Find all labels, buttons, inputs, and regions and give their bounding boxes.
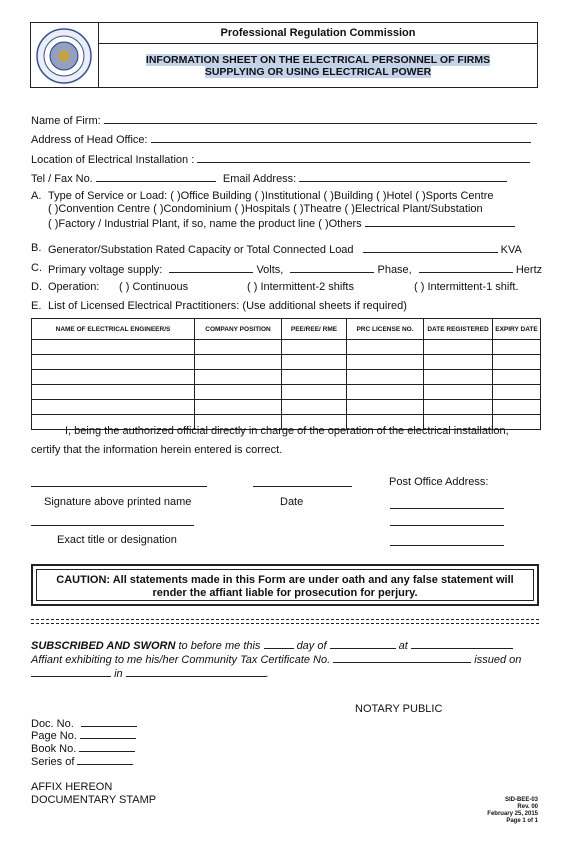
table-header-row — [32, 319, 541, 340]
contact-row — [31, 170, 507, 186]
item-c-label: Primary voltage supply: — [48, 264, 163, 276]
item-a-row3 — [48, 215, 515, 231]
form-header — [30, 22, 538, 88]
table-cell[interactable] — [282, 340, 347, 355]
product-line-field[interactable] — [365, 215, 515, 227]
certification-line2: certify that the information herein entered is correct. — [31, 444, 283, 456]
col-prc-license: PRC LICENSE NO. — [347, 319, 424, 340]
head-office-field[interactable] — [151, 131, 531, 143]
logo-cell — [31, 23, 99, 87]
item-a-line2: ( )Convention Centre ( )Condominium ( )Hospitals ( )Theatre ( )Electrical Plant/Substation — [48, 203, 483, 215]
month-field[interactable] — [330, 637, 396, 649]
table-cell[interactable] — [493, 385, 541, 400]
page-no-label: Page No. — [31, 730, 77, 742]
caution-line2: render the affiant liable for prosecution for perjury. — [152, 587, 418, 599]
form-title-line2: SUPPLYING OR USING ELECTRICAL POWER — [204, 66, 432, 78]
at-label: at — [398, 640, 408, 652]
series-field[interactable] — [77, 753, 133, 765]
head-office-row — [31, 131, 531, 147]
title-line[interactable] — [31, 525, 194, 526]
hertz-label: Hertz — [515, 264, 543, 276]
item-d-letter: D. — [31, 281, 42, 293]
jurat-line3: in . — [31, 665, 269, 680]
affiant-label: Affiant exhibiting to me his/her Community Tax Certificate No. — [31, 654, 331, 666]
day-of-label: day of — [296, 640, 327, 652]
jurat-line1 — [31, 637, 513, 652]
series-row — [31, 753, 133, 769]
place-field[interactable] — [411, 637, 513, 649]
series-label: Series of — [31, 756, 75, 768]
table-cell[interactable] — [347, 340, 424, 355]
caution-box — [31, 564, 539, 606]
caution-line1: CAUTION: All statements made in this Form are under oath and any false statement will — [56, 574, 514, 586]
book-no-field[interactable] — [79, 740, 135, 752]
table-cell[interactable] — [347, 355, 424, 370]
form-title-line1: INFORMATION SHEET ON THE ELECTRICAL PERSONNEL OF FIRMS — [145, 54, 491, 66]
col-date-registered: DATE REGISTERED — [424, 319, 493, 340]
table-cell[interactable] — [347, 370, 424, 385]
table-row — [32, 340, 541, 355]
item-a-line1: Type of Service or Load: ( )Office Building ( )Institutional ( )Building ( )Hotel ( )Sports Centre — [48, 190, 494, 202]
form-title — [99, 43, 537, 87]
col-expiry-date: EXPIRY DATE — [493, 319, 541, 340]
table-row — [32, 355, 541, 370]
firm-name-label: Name of Firm: — [31, 115, 101, 127]
agency-name: Professional Regulation Commission — [99, 23, 537, 44]
table-cell[interactable] — [195, 355, 282, 370]
table-cell[interactable] — [282, 400, 347, 415]
installation-location-row — [31, 151, 530, 167]
installation-location-label: Location of Electrical Installation : — [31, 154, 195, 166]
form-rev: Rev. 00 — [517, 804, 538, 810]
table-cell[interactable] — [282, 355, 347, 370]
table-cell[interactable] — [282, 385, 347, 400]
tel-fax-label: Tel / Fax No. — [31, 173, 93, 185]
signature-line[interactable] — [31, 486, 207, 487]
date-line[interactable] — [253, 486, 352, 487]
table-cell[interactable] — [32, 340, 195, 355]
item-c-row — [48, 261, 542, 277]
post-office-label: Post Office Address: — [389, 476, 489, 488]
table-row — [32, 400, 541, 415]
practitioner-table — [31, 318, 541, 430]
affix-line2: DOCUMENTARY STAMP — [31, 794, 157, 806]
table-cell[interactable] — [493, 355, 541, 370]
form-footer — [438, 797, 538, 825]
form-code: SID-BEE-03 — [504, 797, 538, 803]
phase-field[interactable] — [290, 261, 374, 273]
table-row — [32, 385, 541, 400]
form-page: Page 1 of 1 — [506, 818, 538, 824]
subscribed-label: SUBSCRIBED AND SWORN — [31, 640, 176, 652]
tel-fax-field[interactable] — [96, 170, 216, 182]
operation-continuous[interactable]: ( ) Continuous — [119, 281, 189, 293]
date-label: Date — [280, 496, 304, 508]
table-cell[interactable] — [282, 370, 347, 385]
table-cell[interactable] — [424, 385, 493, 400]
table-cell[interactable] — [424, 340, 493, 355]
item-b-label: Generator/Substation Rated Capacity or Total Connected Load — [48, 244, 354, 256]
table-cell[interactable] — [493, 370, 541, 385]
post-office-line1[interactable] — [390, 508, 504, 509]
ctc-number-field[interactable] — [333, 651, 471, 663]
issued-date-field[interactable] — [31, 665, 111, 677]
phase-label: Phase, — [377, 264, 412, 276]
certification-line1: I, being the authorized official directly in charge of the operation of the electrical installation, — [65, 425, 509, 437]
table-cell[interactable] — [424, 400, 493, 415]
separator-top — [31, 619, 539, 620]
table-cell[interactable] — [32, 400, 195, 415]
jurat-line2 — [31, 651, 521, 666]
table-cell[interactable] — [424, 355, 493, 370]
in-label: in — [114, 668, 123, 680]
firm-name-row — [31, 112, 537, 128]
item-a-line3: ( )Factory / Industrial Plant, if so, name the product line ( )Others — [48, 218, 362, 230]
item-e-letter: E. — [31, 300, 42, 312]
volts-field[interactable] — [169, 261, 253, 273]
item-b-row — [48, 241, 522, 257]
page-no-field[interactable] — [80, 727, 136, 739]
form-date: February 25, 2015 — [487, 811, 538, 817]
item-b-letter: B. — [31, 242, 42, 254]
kva-unit: KVA — [500, 244, 522, 256]
prc-seal-icon — [34, 26, 94, 86]
table-cell[interactable] — [493, 340, 541, 355]
firm-name-field[interactable] — [104, 112, 537, 124]
hertz-field[interactable] — [419, 261, 513, 273]
table-cell[interactable] — [32, 355, 195, 370]
item-c-letter: C. — [31, 262, 42, 274]
col-engineer-name: NAME OF ELECTRICAL ENGINEER/S — [32, 319, 195, 340]
operation-2-shifts[interactable]: ( ) Intermittent-2 shifts — [247, 281, 354, 293]
item-a-letter: A. — [31, 190, 42, 202]
item-e-label: List of Licensed Electrical Practitioners: (Use additional sheets if required) — [48, 300, 407, 312]
col-pee-ree-rme: PEE/REE/ RME — [282, 319, 347, 340]
title-label: Exact title or designation — [57, 534, 177, 546]
to-before-label: to before me this — [178, 640, 261, 652]
book-no-label: Book No. — [31, 743, 77, 755]
affix-line1: AFFIX HEREON — [31, 781, 113, 793]
kva-field[interactable] — [363, 241, 498, 253]
table-cell[interactable] — [347, 400, 424, 415]
table-cell[interactable] — [195, 400, 282, 415]
table-cell[interactable] — [493, 400, 541, 415]
issued-on-label: issued on — [474, 654, 522, 666]
caution-inner — [36, 569, 534, 601]
table-cell[interactable] — [195, 370, 282, 385]
installation-location-field[interactable] — [197, 151, 530, 163]
email-label: Email Address: — [222, 173, 297, 185]
table-cell[interactable] — [195, 385, 282, 400]
doc-no-label: Doc. No. — [31, 718, 74, 730]
post-office-line3[interactable] — [390, 545, 504, 546]
volts-label: Volts, — [256, 264, 284, 276]
day-field[interactable] — [264, 637, 294, 649]
issued-place-field[interactable] — [126, 665, 266, 677]
signature-label: Signature above printed name — [44, 496, 192, 508]
email-field[interactable] — [299, 170, 507, 182]
head-office-label: Address of Head Office: — [31, 134, 148, 146]
table-cell[interactable] — [347, 385, 424, 400]
table-row — [32, 370, 541, 385]
table-cell[interactable] — [32, 370, 195, 385]
table-cell[interactable] — [32, 385, 195, 400]
table-cell[interactable] — [195, 340, 282, 355]
separator-bottom — [31, 623, 539, 624]
notary-public-label: NOTARY PUBLIC — [355, 703, 443, 715]
operation-1-shift[interactable]: ( ) Intermittent-1 shift. — [414, 281, 519, 293]
doc-no-field[interactable] — [81, 715, 137, 727]
item-d-label: Operation: — [48, 281, 100, 293]
post-office-line2[interactable] — [390, 525, 504, 526]
col-company-position: COMPANY POSITION — [195, 319, 282, 340]
table-cell[interactable] — [424, 370, 493, 385]
